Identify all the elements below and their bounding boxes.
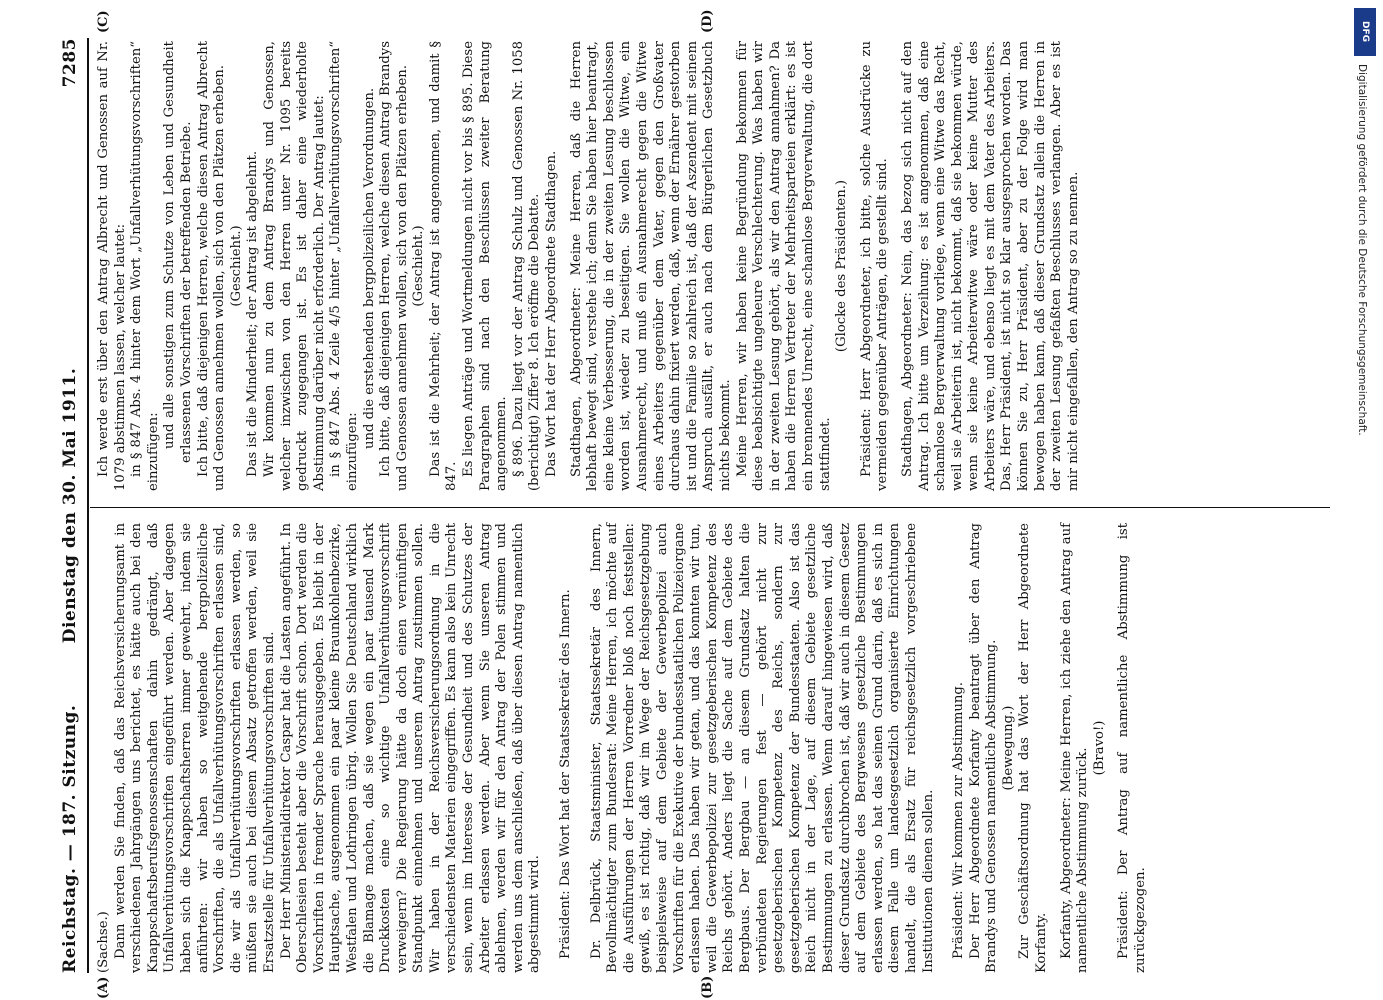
stage-direction: (Bewegung.) (1000, 705, 1016, 791)
header-date: Dienstag den 30. Mai 1911. (60, 367, 80, 644)
digitization-credit: Digitalisierung gefördert durch die Deutsche Forschungsgemeinschaft. (1356, 64, 1368, 436)
margin-marker-d: (D) (700, 9, 715, 33)
paragraph: Es liegen Anträge und Wortmeldungen nicht vor bis § 895. Diese Paragraphen sind nach den Beschlüssen zweiter Beratung angenommen. (461, 41, 510, 491)
right-column (96, 41, 1082, 491)
digitization-sidebar (1350, 8, 1380, 992)
header-rule (87, 38, 89, 973)
quoted-motion: in § 847 Abs. 4 hinter dem Wort „Unfallverhütungsvorschriften“ einzufügen: (129, 41, 161, 491)
paragraph: Das ist die Mehrheit; der Antrag ist angenommen, und damit § 847. (427, 41, 460, 491)
paragraph: Stadthagen, Abgeordneter: Nein, das bezog sich nicht auf den Antrag. Ich bitte um Verzeihung: es ist angenommen, daß eine schamlose Bergverwaltung vorliege, wenn eine Witwe das Recht, weil sie Arbeiterin ist, nicht bekommt, daß sie bekommen würde, wenn sie keine Arbeiterwitwe wäre oder keine Mutter des Arbeiters wäre, und ebenso liegt es mit dem Vater des Arbeiters. Das, Herr Präsident, ist nicht so klar ausgesprochen worden. Das können Sie zu, Herr Präsident, aber zu der Folge wird man bewogen haben kann, daß dieser Grundsatz allein die Herren in der zweiten Lesung gefaßten Beschlusses verlangen. Aber es ist mir nicht eingefallen, den Antrag so zu nennen. (899, 41, 1081, 491)
paragraph: Präsident: Wir kommen zur Abstimmung. (951, 682, 967, 959)
paragraph: Das Wort hat der Herr Abgeordnete Stadthagen. (544, 150, 560, 477)
quoted-motion: in § 847 Abs. 4 Zeile 4/5 hinter „Unfallverhütungsvorschriften“ einzufügen: (328, 41, 360, 491)
paragraph: Ich bitte, daß diejenigen Herren, welche diesen Antrag Albrecht und Genossen annehmen wollen, sich von den Plätzen erheben. (195, 41, 228, 491)
paragraph: Das ist die Minderheit; der Antrag ist abgelehnt. (245, 150, 261, 477)
paragraph: Stadthagen, Abgeordneter: Meine Herren, daß die Herren lebhaft bewegt sind, verstehe ich; denn Sie haben hier beantragt, eine kleine Verbesserung, die in der zweiten Lesung beschlossen worden ist, wieder zu beseitigen. Sie wollen die Witwe, ein Ausnahmerecht, und muß ein Ausnahmerecht gegen die Witwe eines Arbeiters gegenüber dem Vater, gegen den Großvater durchaus dahin fixiert werden, daß, wenn der Ernährer gestorben ist und die Familie so zahlreich ist, daß der Aszendent mit seinem Anspruch ausfällt, er auch nach dem Bürgerlichen Gesetzbuch nichts bekommt. (568, 41, 733, 491)
dfg-logo: DFG (1354, 8, 1376, 56)
column-divider (90, 507, 1330, 508)
paragraph: Ich werde erst über den Antrag Albrecht und Genossen auf Nr. 1079 abstimmen lassen, welcher lautet: (96, 41, 128, 491)
header-left: Reichstag. — 187. Sitzung. (60, 704, 80, 973)
paragraph: Präsident: Das Wort hat der Staatssekretär des Innern. (558, 589, 574, 959)
paragraph: Meine Herren, wir haben keine Begründung bekommen für diese beabsichtigte ungeheure Verschlechterung. Was haben wir in der zweiten Lesung gehört, als wir den Antrag annahmen? Da haben die Herren Vertreter der Mehrheitsparteien erklärt: es ist ein brennendes Unrecht, eine schamlose Bergverwaltung, die dort stattfindet. (734, 41, 833, 491)
stage-direction: (Geschieht.) (228, 225, 244, 307)
margin-marker-c: (C) (96, 10, 111, 33)
margin-marker-a: (A) (96, 976, 111, 999)
quoted-motion: und die erstehenden bergpolizeilichen Verordnungen. (361, 87, 377, 449)
paragraph: Dr. Delbrück, Staatsminister, Staatssekretär des Innern, Bevollmächtigter zum Bundesrat: Meine Herren, ich möchte auf die Ausführungen der Herren Vorredner bloß noch feststellen: gewiß, es ist richtig, daß wir im Wege der Reichsgesetzgebung beispielsweise auf dem Gebiete der Gewerbepolizei auch Vorschriften für die Exekutive der bundesstaatlichen Polizeiorgane erlassen haben. Das haben wir getan, und das konnten wir tun, weil die Gewerbepolizei zur gesetzgeberischen Kompetenz des Reichs gehört. Anders liegt die Sache auf dem Gebiete des Bergbaus. Der Bergbau — an diesem Grundsatz halten die verbündeten Regierungen fest — gehört nicht zur gesetzgeberischen Kompetenz des Reichs, sondern zur gesetzgeberischen Kompetenz der Bundesstaaten. Also ist das Reich nicht in der Lage, auf diesem Gebiete gesetzliche Bestimmungen zu erlassen. Wenn darauf hingewiesen wird, daß dieser Grundsatz durchbrochen ist, daß wir auch in diesem Gesetz auf dem Gebiete des Bergwesens gesetzliche Bestimmungen erlassen werden, so hat das seinen Grund darin, daß es sich in diesem Falle um landesgesetzlich organisierte Einrichtungen handelt, die als Ersatz für reichsgesetzlich vorgeschriebene Institutionen dienen sollen. (588, 523, 936, 973)
paragraph: Der Herr Ministerialdirektor Caspar hat die Lasten angeführt. In Oberschlesien besteht aber die Vorschrift schon. Dort werden die Vorschriften in fremder Sprache herausgegeben. Es bleibt in der Hauptsache, ausgenommen ein paar kleine Braunkohlenbezirke, Westfalen und Lothringen übrig. Wollen Sie Deutschland wirklich die Blamage machen, daß sie wegen ein paar tausend Mark Druckkosten eine so wichtige Unfallverhütungsvorschrift verweigern? Die Regierung hätte da doch einen vernünftigen Standpunkt einnehmen und unserem Antrag zustimmen sollen. Wir haben in der Reichsversicherungsordnung in die verschiedensten Materien eingegriffen. Es kann also kein Unrecht sein, wenn im Interesse der Gesundheit und des Schutzes der Arbeiter erlassen werden. Aber wenn Sie unseren Antrag ablehnen, werden wir für den Antrag der Polen stimmen und werden uns dem anschließen, daß über diesen Antrag namentlich abgestimmt wird. (278, 523, 543, 973)
paragraph: Präsident: Herr Abgeordneter, ich bitte, solche Ausdrücke zu vermeiden gegenüber Anträgen, die gestellt sind. (858, 41, 891, 491)
speaker-note: (Sachse.) (96, 911, 111, 973)
paragraph: Präsident: Der Antrag auf namentliche Abstimmung ist zurückgezogen. (1116, 523, 1149, 973)
paragraph: Korfanty, Abgeordneter: Meine Herren, ich ziehe den Antrag auf namentliche Abstimmung zurück. (1058, 523, 1091, 973)
left-column (96, 523, 1150, 973)
page-number: 7285 (60, 38, 80, 88)
paragraph: Dann werden Sie finden, daß das Reichsversicherungsamt in verschiedenen Jahrgängen uns berichtet, es hätte auch bei den Knappschaftsberufsgenossenschaften dahin gedrängt, daß Unfallverhütungsvorschriften eingeführt werden. Aber dagegen haben sich die Knappschaftsherren immer gewehrt, indem sie anführten: wir haben so weitgehende bergpolizeiliche Vorschriften, die als Unfallverhütungsvorschriften erlassen sind, die wir als Unfallverhütungsvorschriften erlassen werden, so müßten sie auch bei diesem Absatz getroffen werden, weil sie Ersatzstelle für Unfallverhütungsvorschriften sind. (112, 523, 277, 973)
paragraph: § 896. Dazu liegt vor der Antrag Schulz und Genossen Nr. 1058 (berichtigt) Ziffer 8. Ich eröffne die Debatte. (510, 41, 543, 491)
stage-direction: (Bravo!) (1091, 720, 1107, 776)
paragraph: Wir kommen nun zu dem Antrag Brandys und Genossen, welcher inzwischen von den Herren unter Nr. 1095 bereits gedruckt zugegangen ist. Es ist daher eine wiederholte Abstimmung darüber nicht erforderlich. Der Antrag lautet: (261, 41, 327, 491)
margin-marker-b: (B) (700, 975, 715, 999)
paragraph: Ich bitte, daß diejenigen Herren, welche diesen Antrag Brandys und Genossen annehmen wollen, sich von den Plätzen erheben. (378, 41, 410, 491)
stage-direction: (Glocke des Präsidenten.) (834, 179, 850, 353)
document-page (60, 9, 1360, 999)
quoted-motion: und alle sonstigen zum Schutze von Leben und Gesundheit erlassenen Vorschriften der betreffenden Betriebe. (162, 41, 194, 463)
stage-direction: (Geschieht.) (411, 225, 427, 307)
paragraph: Der Herr Abgeordnete Korfanty beantragt über den Antrag Brandys und Genossen namentliche Abstimmung. (967, 523, 1000, 973)
paragraph: Zur Geschäftsordnung hat das Wort der Herr Abgeordnete Korfanty. (1017, 523, 1050, 973)
page-header (60, 38, 86, 973)
